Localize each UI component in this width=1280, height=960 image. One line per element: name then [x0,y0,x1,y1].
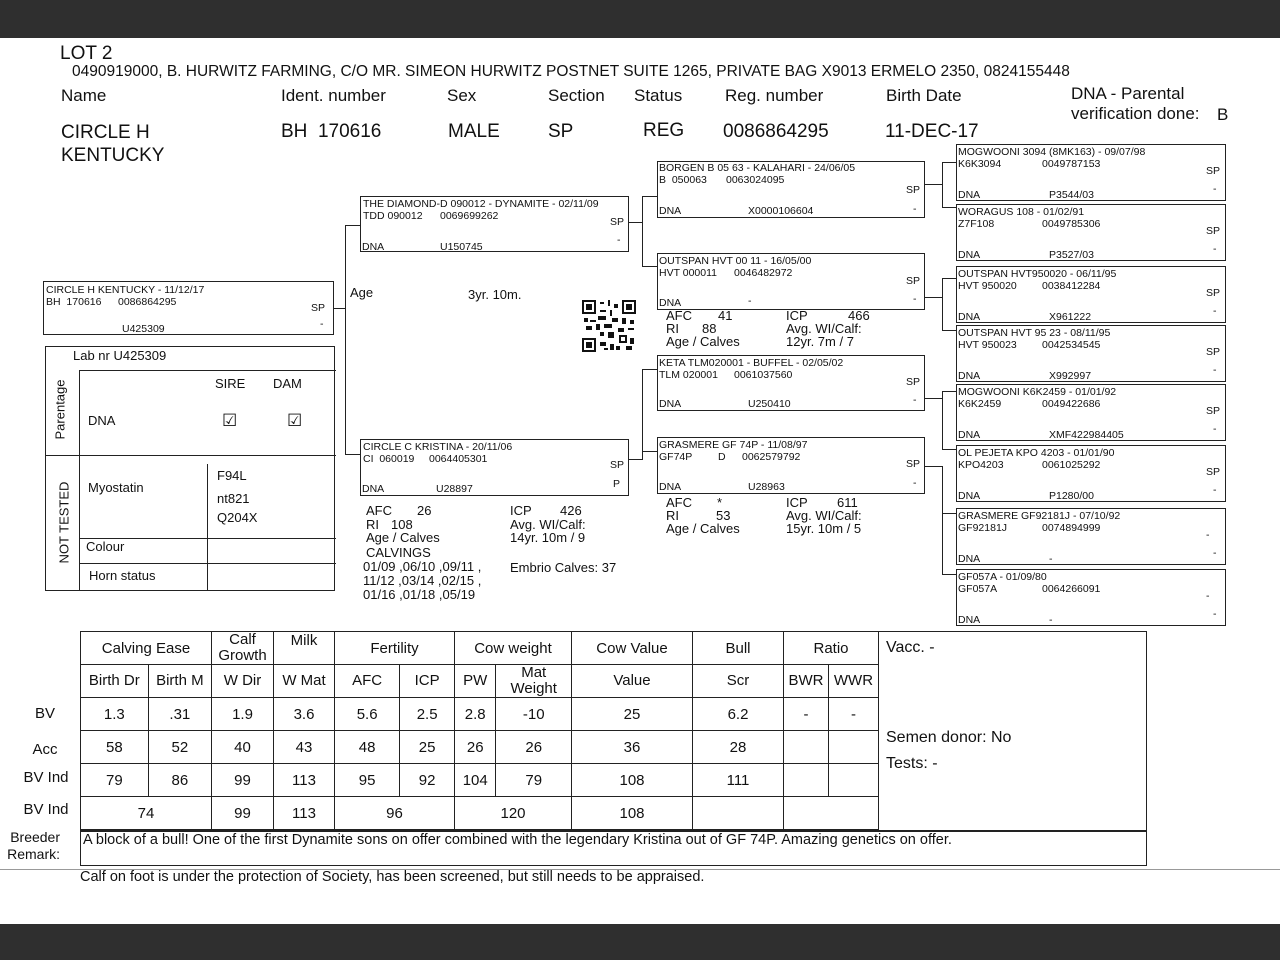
bvind-cell: 79 [496,764,572,797]
bvind2-cow-value: 108 [572,797,693,830]
dam-avg-label: Avg. WI/Calf: [510,517,586,532]
bv-cell: -10 [496,698,572,731]
great-grandparent-box [956,384,1226,441]
remark-box [80,831,1147,866]
dam-calvings-label: CALVINGS [366,545,431,560]
age-value: 3yr. 10m. [468,287,522,302]
row-label-bvind-2: BV Ind [23,801,69,818]
row-label-acc: Acc [32,741,58,758]
bottom-bar [0,924,1280,960]
ggp-id: Z7F108 [958,218,995,230]
acc-cell: 36 [572,731,693,764]
gp2-ri-value: 88 [702,321,717,336]
great-grandparent-box [956,144,1226,201]
gp3-dna: DNA [659,398,682,410]
ggp-id: K6K2459 [958,398,1002,410]
dam-p: P [613,478,621,490]
column-header: Value [572,665,693,698]
bv-cell: 5.6 [335,698,400,731]
gp3-title: KETA TLM020001 - BUFFEL - 02/05/02 [659,357,844,369]
dna-verification-value: B [1217,105,1229,124]
gp4-icp-value: 611 [837,495,858,510]
acc-cell [828,731,878,764]
dam-stats [366,503,582,518]
bv-cell: 2.8 [455,698,496,731]
gp3-id: TLM 020001 [659,369,718,381]
gp2-section: SP [906,275,921,287]
column-header: Birth Dr [81,665,149,698]
gp4-reg: 0062579792 [742,451,801,463]
group-cow-value: Cow Value [572,632,693,665]
ggp-dash: - [1213,484,1217,496]
column-header: Mat Weight [496,665,572,698]
group-fertility: Fertility [335,632,455,665]
bvind-cell: 95 [335,764,400,797]
dam-calvings-2: 11/12 ,03/14 ,02/15 , [363,573,482,588]
animal-name: CIRCLE H KENTUCKY [61,122,165,166]
bvind-cell [784,764,829,797]
dna-verification-label: DNA - Parental verification done: [1071,84,1200,123]
ggp-dash: - [1213,243,1217,255]
myostatin-label: Myostatin [88,480,144,495]
bvind2-calf-growth: 99 [212,797,274,830]
sire-column-label: SIRE [215,376,246,391]
ggp-dash: - [1213,547,1217,559]
ggp-title: WORAGUS 108 - 01/02/91 [958,206,1085,218]
sire-dna: DNA [362,241,385,253]
bv-cell: 1.3 [81,698,149,731]
ggp-section: SP [1206,405,1221,417]
column-header: W Mat [274,665,335,698]
granddam-paternal-box [657,253,925,310]
bv-cell: 6.2 [693,698,784,731]
animal-box-reg: 0086864295 [118,296,177,308]
bvind-cell: 108 [572,764,693,797]
gp4-ri-label: RI [666,508,679,523]
sex-value: MALE [448,121,500,142]
gp2-dna: DNA [659,297,682,309]
acc-cell: 48 [335,731,400,764]
name-label: Name [61,86,107,105]
lab-number: Lab nr U425309 [73,348,167,363]
birth-date: 11-DEC-17 [885,121,979,142]
bvind-cell: 86 [148,764,211,797]
column-header: PW [455,665,496,698]
ggp-title: MOGWOONI K6K2459 - 01/01/92 [958,386,1117,398]
semen-donor: Semen donor: No [886,729,1012,746]
dam-afc-label: AFC [366,503,392,518]
breeder-remark-text: A block of a bull! One of the first Dynamite sons on offer combined with the legendary Kristina out of GF 74P. Amazing genetics on offer. [83,832,952,848]
not-tested-label: NOT TESTED [56,481,72,564]
gp2-icp-value: 466 [848,308,870,323]
gp4-lab: U28963 [748,481,785,493]
ggp-section: SP [1206,287,1221,299]
bv-group-row [81,632,879,665]
bvind-values-row [81,764,879,797]
status-value: REG [643,120,685,141]
ggp-dna: DNA [958,189,981,201]
ggp-reg: 0049785306 [1042,218,1101,230]
ggp-dna: DNA [958,490,981,502]
dam-dna-checkbox-icon: ☑ [287,411,303,430]
gp3-dash: - [913,394,917,406]
bvind2-ratio [784,797,879,830]
gp4-icp-label: ICP [786,495,808,510]
ggp-id: HVT 950020 [958,280,1017,292]
sire-dash: - [617,234,621,246]
ggp-reg: 0064266091 [1042,583,1101,595]
great-grandparent-box [956,266,1226,323]
gp3-lab: U250410 [748,398,791,410]
dam-id: CI 060019 [363,453,415,465]
ggp-dash: - [1213,305,1217,317]
column-header: Birth M [148,665,211,698]
qr-code [582,300,636,352]
gp3-section: SP [906,376,921,388]
ggp-dna: DNA [958,429,981,441]
gp4-afc-value: * [717,495,723,510]
column-header: AFC [335,665,400,698]
acc-cell: 26 [496,731,572,764]
great-grandparent-box [956,325,1226,382]
bvind2-bull [693,797,784,830]
bv-cell: 2.5 [400,698,455,731]
gp4-agecalves-label: Age / Calves [666,521,740,536]
bvind-cell: 111 [693,764,784,797]
group-ratio: Ratio [784,632,879,665]
ggp-lab: - [1049,553,1053,565]
dam-embrio-calves: Embrio Calves: 37 [510,560,617,575]
bvind2-cow-weight: 120 [455,797,572,830]
acc-cell [784,731,829,764]
ggp-reg: 0074894999 [1042,522,1101,534]
bvind-cell: 92 [400,764,455,797]
dam-agecalves-label: Age / Calves [366,530,440,545]
sex-label: Sex [447,86,477,105]
dna-row-label: DNA [88,413,116,428]
bv-cell: .31 [148,698,211,731]
tests: Tests: - [886,755,938,772]
ggp-title: GF057A - 01/09/80 [958,571,1047,583]
acc-cell: 52 [148,731,211,764]
gp4-dash: - [913,477,917,489]
column-header: ICP [400,665,455,698]
row-label-bvind: BV Ind [23,769,69,786]
gp4-title: GRASMERE GF 74P - 11/08/97 [659,439,808,451]
gp4-afc-label: AFC [666,495,692,510]
acc-cell: 28 [693,731,784,764]
sire-lab: U150745 [440,241,483,253]
gp1-reg: 0063024095 [726,174,785,186]
ggp-lab: X961222 [1049,311,1092,323]
gp2-agecalves-label: Age / Calves [666,334,740,349]
ggp-dna: DNA [958,249,981,261]
gp4-avg-label: Avg. WI/Calf: [786,508,862,523]
ggp-dash: - [1213,423,1217,435]
dam-calvings-1: 01/09 ,06/10 ,09/11 , [363,559,482,574]
ggp-id: KPO4203 [958,459,1004,471]
ggp-lab: P1280/00 [1049,490,1094,502]
gp2-dash: - [913,293,917,305]
bvind2-calving-ease: 74 [81,797,212,830]
animal-box-lab: U425309 [122,323,165,335]
myostatin-q204x: Q204X [217,510,258,525]
gp2-avg-label: Avg. WI/Calf: [786,321,862,336]
gp2-icp-label: ICP [786,308,808,323]
ggp-title: OL PEJETA KPO 4203 - 01/01/90 [958,447,1115,459]
ggp-section: - [1206,590,1210,602]
ggp-reg: 0042534545 [1042,339,1101,351]
gp4-d: D [718,451,726,463]
bv-cell: 25 [572,698,693,731]
ggp-dash: - [1213,183,1217,195]
grandsire-paternal-box [657,161,925,218]
dam-lab: U28897 [436,483,473,495]
bv-column-row [81,665,879,698]
gp4-id: GF74P [659,451,693,463]
dam-section: SP [610,459,625,471]
gp4-section: SP [906,458,921,470]
gp2-title: OUTSPAN HVT 00 11 - 16/05/00 [659,255,812,267]
acc-cell: 43 [274,731,335,764]
group-cow-weight: Cow weight [455,632,572,665]
bv-cell: 3.6 [274,698,335,731]
myostatin-f94l: F94L [217,468,247,483]
column-header: W Dir [212,665,274,698]
gp2-ri-label: RI [666,321,679,336]
dam-icp-label: ICP [510,503,532,518]
group-bull: Bull [693,632,784,665]
age-label: Age [350,285,374,300]
gp1-dna: DNA [659,205,682,217]
ggp-reg: 0038412284 [1042,280,1101,292]
gp2-lab: - [748,295,752,307]
gp2-reg: 0046482972 [734,267,793,279]
acc-values-row [81,731,879,764]
acc-cell: 58 [81,731,149,764]
gp3-reg: 0061037560 [734,369,793,381]
ggp-lab: XMF422984405 [1049,429,1124,441]
acc-cell: 40 [212,731,274,764]
reg-number: 0086864295 [723,121,829,142]
horn-status-label: Horn status [89,568,156,583]
column-header: Scr [693,665,784,698]
dam-pedigree-box [360,439,629,496]
great-grandparent-box [956,569,1226,626]
animal-box-section: SP [311,302,326,314]
dam-title: CIRCLE C KRISTINA - 20/11/06 [363,441,513,453]
ggp-dash: - [1213,364,1217,376]
ggp-dna: DNA [958,311,981,323]
ggp-dna: DNA [958,553,981,565]
great-grandparent-box [956,508,1226,565]
status-label: Status [634,86,683,105]
sire-id: TDD 090012 [363,210,423,222]
bvind-cell: 99 [212,764,274,797]
reg-label: Reg. number [725,86,824,105]
ggp-dash: - [1213,608,1217,620]
dam-ri-label: RI [366,517,379,532]
ggp-title: GRASMERE GF92181J - 07/10/92 [958,510,1121,522]
top-bar [0,0,1280,38]
animal-pedigree-box [43,281,334,335]
row-label-bv: BV [34,705,55,722]
group-calving-ease: Calving Ease [81,632,212,665]
ggp-section: SP [1206,466,1221,478]
sire-reg: 0069699262 [440,210,499,222]
ggp-reg: 0049422686 [1042,398,1101,410]
ggp-dna: DNA [958,614,981,626]
column-header: WWR [828,665,878,698]
ggp-title: MOGWOONI 3094 (8MK163) - 09/07/98 [958,146,1146,158]
sire-pedigree-box [360,196,629,252]
dam-calvings-3: 01/16 ,01/18 ,05/19 [363,587,476,602]
vaccinations: Vacc. - [886,639,935,656]
gp1-section: SP [906,184,921,196]
granddam-maternal-box [657,437,925,494]
gp2-id: HVT 000011 [659,267,717,279]
great-grandparent-box [956,445,1226,502]
ggp-lab: X992997 [1049,370,1092,382]
ggp-section: SP [1206,346,1221,358]
dam-reg: 0064405301 [429,453,488,465]
ggp-title: OUTSPAN HVT950020 - 06/11/95 [958,268,1117,280]
bv-table [80,631,879,830]
bvind-cell: 79 [81,764,149,797]
dam-dna: DNA [362,483,385,495]
animal-box-dash: - [320,318,324,330]
lab-panel [45,346,335,591]
sire-section: SP [610,216,625,228]
myostatin-nt821: nt821 [217,491,250,506]
gp4-agecalves-value: 15yr. 10m / 5 [786,521,862,536]
bvind-cell: 113 [274,764,335,797]
group-calf-growth: Calf Growth [212,632,274,665]
sire-dna-checkbox-icon: ☑ [222,411,238,430]
bv-values-row [81,698,879,731]
birth-label: Birth Date [886,86,962,105]
gp1-lab: X0000106604 [748,205,814,217]
bv-cell: - [828,698,878,731]
ggp-reg: 0049787153 [1042,158,1101,170]
group-milk: Milk [274,632,335,665]
gp2-afc-value: 41 [718,308,733,323]
lot-number: LOT 2 [60,43,113,64]
ggp-reg: 0061025292 [1042,459,1101,471]
section-label: Section [548,86,605,105]
gp1-dash: - [913,203,917,215]
ggp-id: GF92181J [958,522,1008,534]
breeder-remark-label: Breeder Remark: [7,829,60,862]
gp1-id: B 050063 [659,174,707,186]
ggp-lab: - [1049,614,1053,626]
ggp-id: GF057A [958,583,998,595]
bvind-cell: 104 [455,764,496,797]
bvind2-fertility: 96 [335,797,455,830]
colour-label: Colour [86,539,125,554]
grandsire-maternal-box [657,355,925,411]
dam-icp-value: 426 [560,503,582,518]
acc-cell: 25 [400,731,455,764]
gp2-afc-label: AFC [666,308,692,323]
dam-ri-value: 108 [391,517,413,532]
bv-cell: - [784,698,829,731]
acc-cell: 26 [455,731,496,764]
section-value: SP [548,121,574,142]
gp1-title: BORGEN B 05 63 - KALAHARI - 24/06/05 [659,162,856,174]
ggp-id: K6K3094 [958,158,1002,170]
gp4-dna: DNA [659,481,682,493]
ggp-title: OUTSPAN HVT 95 23 - 08/11/95 [958,327,1111,339]
ident-label: Ident. number [281,86,386,105]
bvind2-milk: 113 [274,797,335,830]
bv-cell: 1.9 [212,698,274,731]
ggp-section: SP [1206,225,1221,237]
ggp-section: - [1206,529,1210,541]
gp2-agecalves-value: 12yr. 7m / 7 [786,334,854,349]
dam-agecalves-value: 14yr. 10m / 9 [510,530,586,545]
sire-title: THE DIAMOND-D 090012 - DYNAMITE - 02/11/09 [363,198,599,210]
animal-box-id: BH 170616 [46,296,102,308]
ggp-section: SP [1206,165,1221,177]
gp4-ri-value: 53 [716,508,731,523]
ggp-lab: P3527/03 [1049,249,1094,261]
ggp-id: HVT 950023 [958,339,1017,351]
great-grandparent-box [956,204,1226,261]
ggp-lab: P3544/03 [1049,189,1094,201]
ggp-dna: DNA [958,370,981,382]
parentage-label: Parentage [52,379,68,440]
bvind2-values-row [81,797,879,830]
bvind-cell [828,764,878,797]
owner-line: 0490919000, B. HURWITZ FARMING, C/O MR. SIMEON HURWITZ POSTNET SUITE 1265, PRIVATE BAG X9013 ERMELO 2350, 0824155448 [72,63,1070,80]
dam-afc-value: 26 [417,503,432,518]
dam-column-label: DAM [273,376,302,391]
animal-box-title: CIRCLE H KENTUCKY - 11/12/17 [46,284,205,296]
footer-note: Calf on foot is under the protection of Society, has been screened, but still needs to be appraised. [80,869,705,885]
column-header: BWR [784,665,829,698]
ident-number: BH 170616 [281,121,382,142]
